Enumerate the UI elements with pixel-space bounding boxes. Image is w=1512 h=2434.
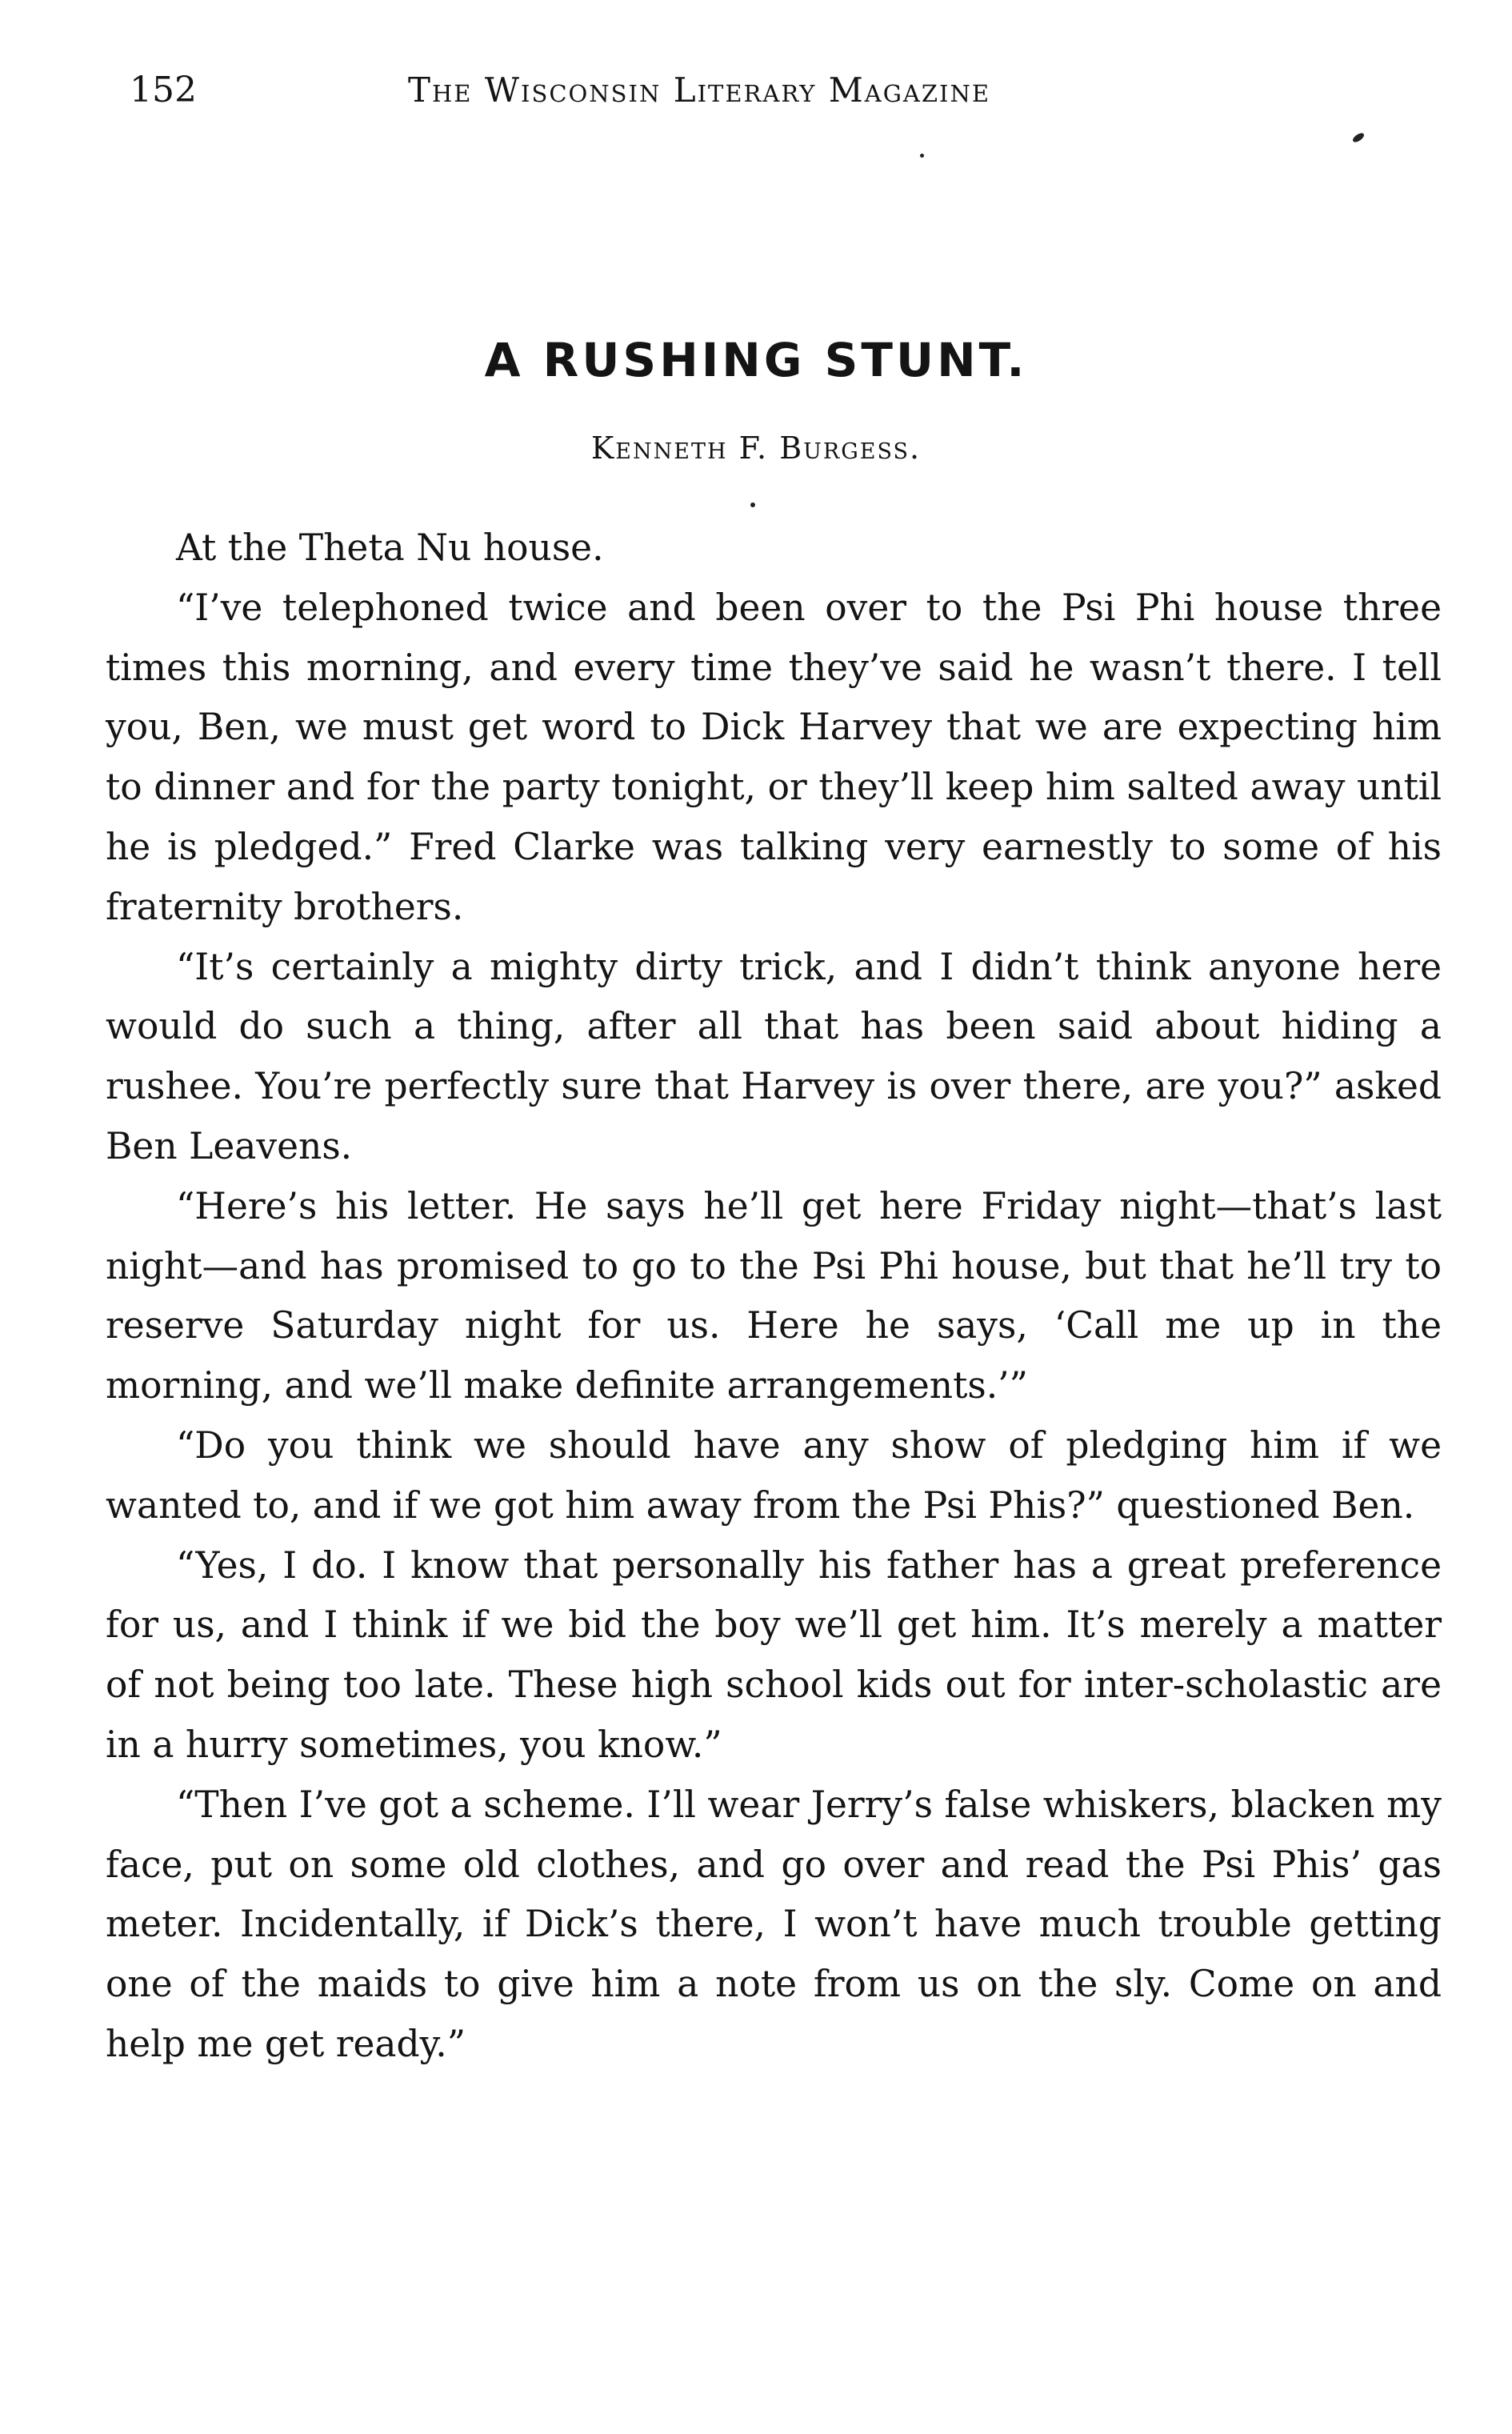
author-byline: Kenneth F. Burgess. <box>590 430 922 466</box>
magazine-title: The Wisconsin Literary Magazine <box>408 70 990 110</box>
ink-speck <box>920 154 924 158</box>
running-head <box>120 62 1448 118</box>
paragraph: “Yes, I do. I know that personally his father has a great preference for us, and I think if we bid the boy we’ll get him. It’s merely a matter of not being too late. These high school kids out for inter-scholastic are in a hurry sometimes, you know.” <box>106 1543 1442 1766</box>
article-title: A RUSHING STUNT. <box>484 333 1028 387</box>
paragraph: “I’ve telephoned twice and been over to the Psi Phi house three times this morning, and every time they’ve said he wasn’t there. I tell you, Ben, we must get word to Dick Harvey that we are expecting him to dinner and for the party tonight, or they’ll keep him salted away until he is pledged.” Fred Clarke was talking very earnestly to some of his fraternity brothers. <box>106 586 1442 928</box>
ink-speck <box>1351 131 1366 144</box>
ink-speck <box>750 502 755 507</box>
paragraph: “It’s certainly a mighty dirty trick, and I didn’t think anyone here would do such a thing, after all that has been said about hiding a rushee. You’re perfectly sure that Harvey is over there, are you?” asked Ben Leavens. <box>106 945 1442 1167</box>
page-number: 152 <box>130 70 197 110</box>
paragraph: “Then I’ve got a scheme. I’ll wear Jerry’s false whiskers, blacken my face, put on some old clothes, and go over and read the Psi Phis’ gas meter. Incidentally, if Dick’s there, I won’t have much trouble getting one of the maids to give him a note from us on the sly. Come on and help me get ready.” <box>106 1783 1442 2065</box>
paragraph: “Here’s his letter. He says he’ll get here Friday night—that’s last night—and has promised to go to the Psi Phi house, but that he’ll try to reserve Saturday night for us. Here he says, ‘Call me up in the morning, and we’ll make definite arrangements.’” <box>106 1184 1442 1407</box>
article-body <box>106 518 1442 2075</box>
paragraph: At the Theta Nu house. <box>176 526 604 569</box>
paragraph: “Do you think we should have any show of pledging him if we wanted to, and if we got him away from the Psi Phis?” questioned Ben. <box>106 1423 1442 1527</box>
